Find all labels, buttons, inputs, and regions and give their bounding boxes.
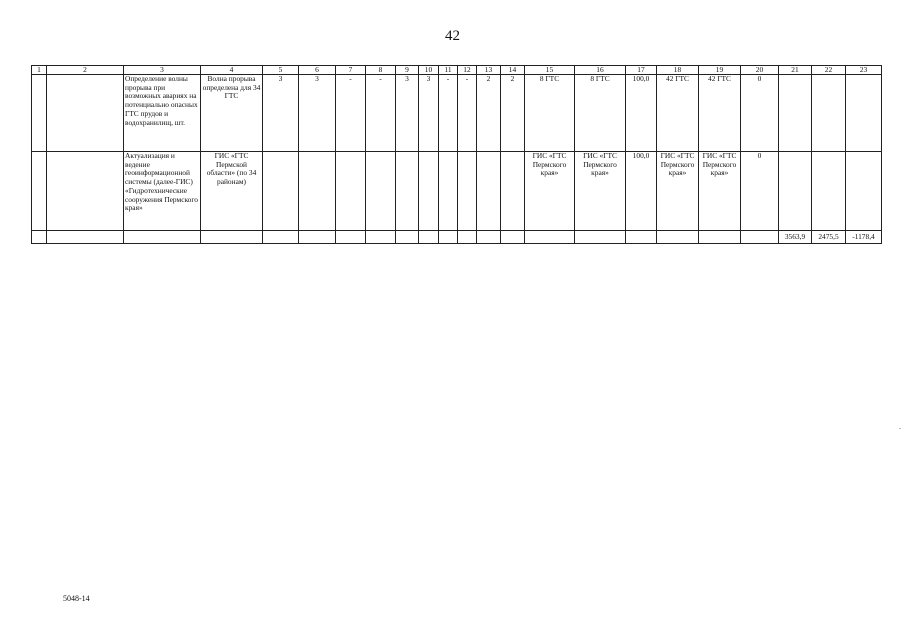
table-row (32, 75, 882, 152)
table-cell (396, 231, 419, 244)
table-cell (812, 152, 846, 231)
table-cell (477, 231, 501, 244)
table-cell: -1178,4 (846, 231, 882, 244)
table-cell (439, 152, 458, 231)
table-cell: 100,0 (626, 152, 657, 231)
table-cell (458, 231, 477, 244)
table-cell (47, 231, 124, 244)
table-cell (366, 152, 396, 231)
table-cell: 42 ГТС (699, 75, 741, 152)
table-cell (525, 231, 575, 244)
column-number: 9 (396, 66, 419, 75)
table-cell (439, 231, 458, 244)
table-cell: ГИС «ГТС Пермского края» (657, 152, 699, 231)
column-number: 8 (366, 66, 396, 75)
table-cell: 3 (396, 75, 419, 152)
table-cell (846, 75, 882, 152)
table-cell (812, 75, 846, 152)
column-number: 20 (741, 66, 779, 75)
table-cell (575, 231, 626, 244)
table-cell: ГИС «ГТС Пермского края» (575, 152, 626, 231)
total-row (32, 231, 882, 244)
column-number: 15 (525, 66, 575, 75)
table-cell: - (366, 75, 396, 152)
table-cell: ГИС «ГТС Пермской области» (по 34 районам) (201, 152, 263, 231)
table-cell: - (458, 75, 477, 152)
column-number: 16 (575, 66, 626, 75)
table-cell (626, 231, 657, 244)
table-cell (477, 152, 501, 231)
column-number: 22 (812, 66, 846, 75)
table-cell: 3563,9 (779, 231, 812, 244)
column-number: 3 (124, 66, 201, 75)
table-cell (299, 152, 336, 231)
table-cell (699, 231, 741, 244)
table-cell: 8 ГТС (525, 75, 575, 152)
footer-code: 5048-14 (63, 594, 90, 603)
table-cell: 2 (501, 75, 525, 152)
page-number: 42 (445, 28, 460, 44)
table-cell (657, 231, 699, 244)
column-number: 19 (699, 66, 741, 75)
column-number: 1 (32, 66, 47, 75)
column-number: 7 (336, 66, 366, 75)
table-cell (779, 75, 812, 152)
table-cell: Определение волны прорыва при возможных авариях на потенциально опасных ГТС прудов и водохранилищ, шт. (124, 75, 201, 152)
column-number: 17 (626, 66, 657, 75)
table-cell (263, 152, 299, 231)
column-number: 10 (419, 66, 439, 75)
column-number: 23 (846, 66, 882, 75)
column-number: 4 (201, 66, 263, 75)
table-cell (32, 75, 47, 152)
table-cell: ГИС «ГТС Пермского края» (699, 152, 741, 231)
table-header-row (32, 66, 882, 75)
table-cell (124, 231, 201, 244)
column-number: 5 (263, 66, 299, 75)
table-cell: 3 (419, 75, 439, 152)
table-cell: - (336, 75, 366, 152)
table-cell: 2475,5 (812, 231, 846, 244)
table-cell (299, 231, 336, 244)
table-cell (336, 231, 366, 244)
table-cell (336, 152, 366, 231)
column-number: 6 (299, 66, 336, 75)
table-cell (201, 231, 263, 244)
table-cell (846, 152, 882, 231)
table-cell (501, 152, 525, 231)
table-cell (32, 231, 47, 244)
table-row (32, 152, 882, 231)
table-cell (741, 231, 779, 244)
table-cell (419, 152, 439, 231)
column-number: 11 (439, 66, 458, 75)
table-cell (263, 231, 299, 244)
table-cell (396, 152, 419, 231)
table-cell: 0 (741, 75, 779, 152)
table-cell: 3 (263, 75, 299, 152)
table-cell (47, 75, 124, 152)
table-cell: 8 ГТС (575, 75, 626, 152)
table-cell: Актуализация и ведение геоинформационной системы (далее-ГИС) «Гидротехнические сооружения Пермского края» (124, 152, 201, 231)
table-cell: - (439, 75, 458, 152)
table-cell (779, 152, 812, 231)
column-number: 2 (47, 66, 124, 75)
column-number: 18 (657, 66, 699, 75)
column-number: 12 (458, 66, 477, 75)
table-cell: 0 (741, 152, 779, 231)
table-cell (47, 152, 124, 231)
table-cell: ГИС «ГТС Пермского края» (525, 152, 575, 231)
scan-mark (899, 428, 901, 429)
column-number: 13 (477, 66, 501, 75)
table-cell (419, 231, 439, 244)
table-cell: 2 (477, 75, 501, 152)
table-cell: 3 (299, 75, 336, 152)
column-number: 14 (501, 66, 525, 75)
table-cell (501, 231, 525, 244)
table-cell: Волна прорыва определена для 34 ГТС (201, 75, 263, 152)
table-cell: 100,0 (626, 75, 657, 152)
table-cell (32, 152, 47, 231)
table-cell (458, 152, 477, 231)
column-number: 21 (779, 66, 812, 75)
data-table (31, 65, 882, 244)
table-cell: 42 ГТС (657, 75, 699, 152)
table-cell (366, 231, 396, 244)
